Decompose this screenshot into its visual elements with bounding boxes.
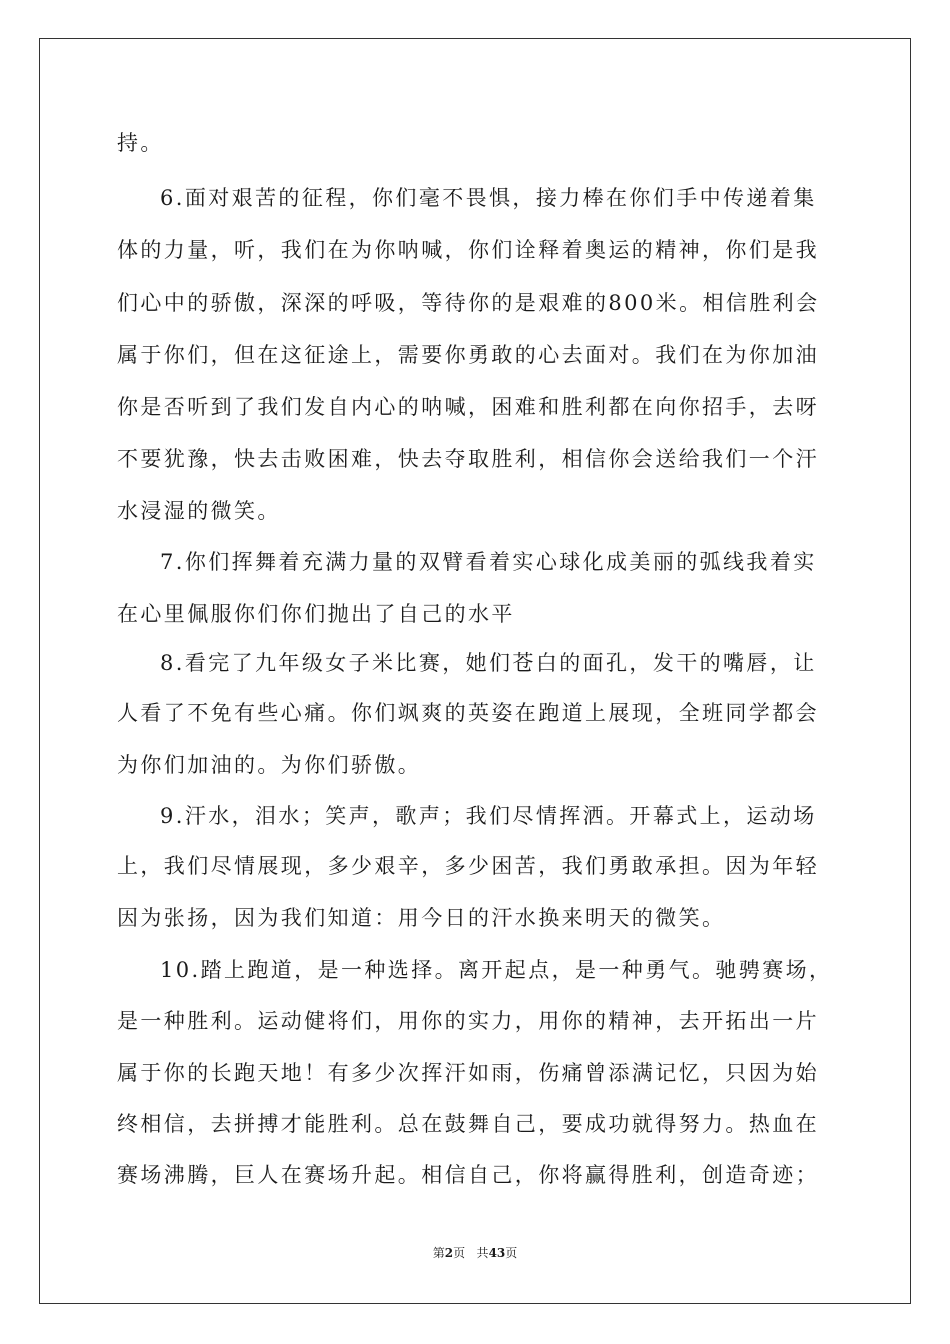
text-line: 你是否听到了我们发自内心的呐喊，困难和胜利都在向你招手，去呀 xyxy=(117,395,819,419)
text-line: 们心中的骄傲，深深的呼吸，等待你的是艰难的800米。相信胜利会 xyxy=(117,291,820,315)
page-number: 2 xyxy=(444,1246,454,1260)
text-line: 属于你的长跑天地！有多少次挥汗如雨，伤痛曾添满记忆，只因为始 xyxy=(117,1061,819,1085)
text-line: 10.踏上跑道，是一种选择。离开起点，是一种勇气。驰骋赛场， xyxy=(160,958,833,982)
total-pages: 43 xyxy=(488,1246,506,1260)
text-line: 8.看完了九年级女子米比赛，她们苍白的面孔，发干的嘴唇，让 xyxy=(160,651,817,675)
text-line: 终相信，去拼搏才能胜利。总在鼓舞自己，要成功就得努力。热血在 xyxy=(117,1112,819,1136)
text-line: 因为张扬，因为我们知道：用今日的汗水换来明天的微笑。 xyxy=(117,906,726,930)
text-line: 是一种胜利。运动健将们，用你的实力，用你的精神，去开拓出一片 xyxy=(117,1009,819,1033)
total-suffix: 页 xyxy=(505,1246,518,1260)
text-line: 不要犹豫，快去击败困难，快去夺取胜利，相信你会送给我们一个汗 xyxy=(117,447,819,471)
text-line: 为你们加油的。为你们骄傲。 xyxy=(117,753,422,777)
text-line: 属于你们，但在这征途上，需要你勇敢的心去面对。我们在为你加油 xyxy=(117,343,819,367)
total-prefix: 共 xyxy=(476,1246,489,1260)
text-line: 持。 xyxy=(117,131,164,155)
page-suffix: 页 xyxy=(453,1246,466,1260)
text-line: 上，我们尽情展现，多少艰辛，多少困苦，我们勇敢承担。因为年轻 xyxy=(117,854,819,878)
text-line: 体的力量，听，我们在为你呐喊，你们诠释着奥运的精神，你们是我 xyxy=(117,238,819,262)
page-footer xyxy=(0,1245,950,1261)
text-line: 赛场沸腾，巨人在赛场升起。相信自己，你将赢得胜利，创造奇迹； xyxy=(117,1163,819,1187)
text-line: 人看了不免有些心痛。你们飒爽的英姿在跑道上展现，全班同学都会 xyxy=(117,701,819,725)
text-line: 7.你们挥舞着充满力量的双臂看着实心球化成美丽的弧线我着实 xyxy=(160,550,817,574)
text-line: 水浸湿的微笑。 xyxy=(117,499,281,523)
page-prefix: 第 xyxy=(432,1246,445,1260)
text-line: 6.面对艰苦的征程，你们毫不畏惧，接力棒在你们手中传递着集 xyxy=(160,186,817,210)
text-line: 在心里佩服你们你们抛出了自己的水平 xyxy=(117,602,515,626)
text-line: 9.汗水，泪水；笑声，歌声；我们尽情挥洒。开幕式上，运动场 xyxy=(160,804,817,828)
